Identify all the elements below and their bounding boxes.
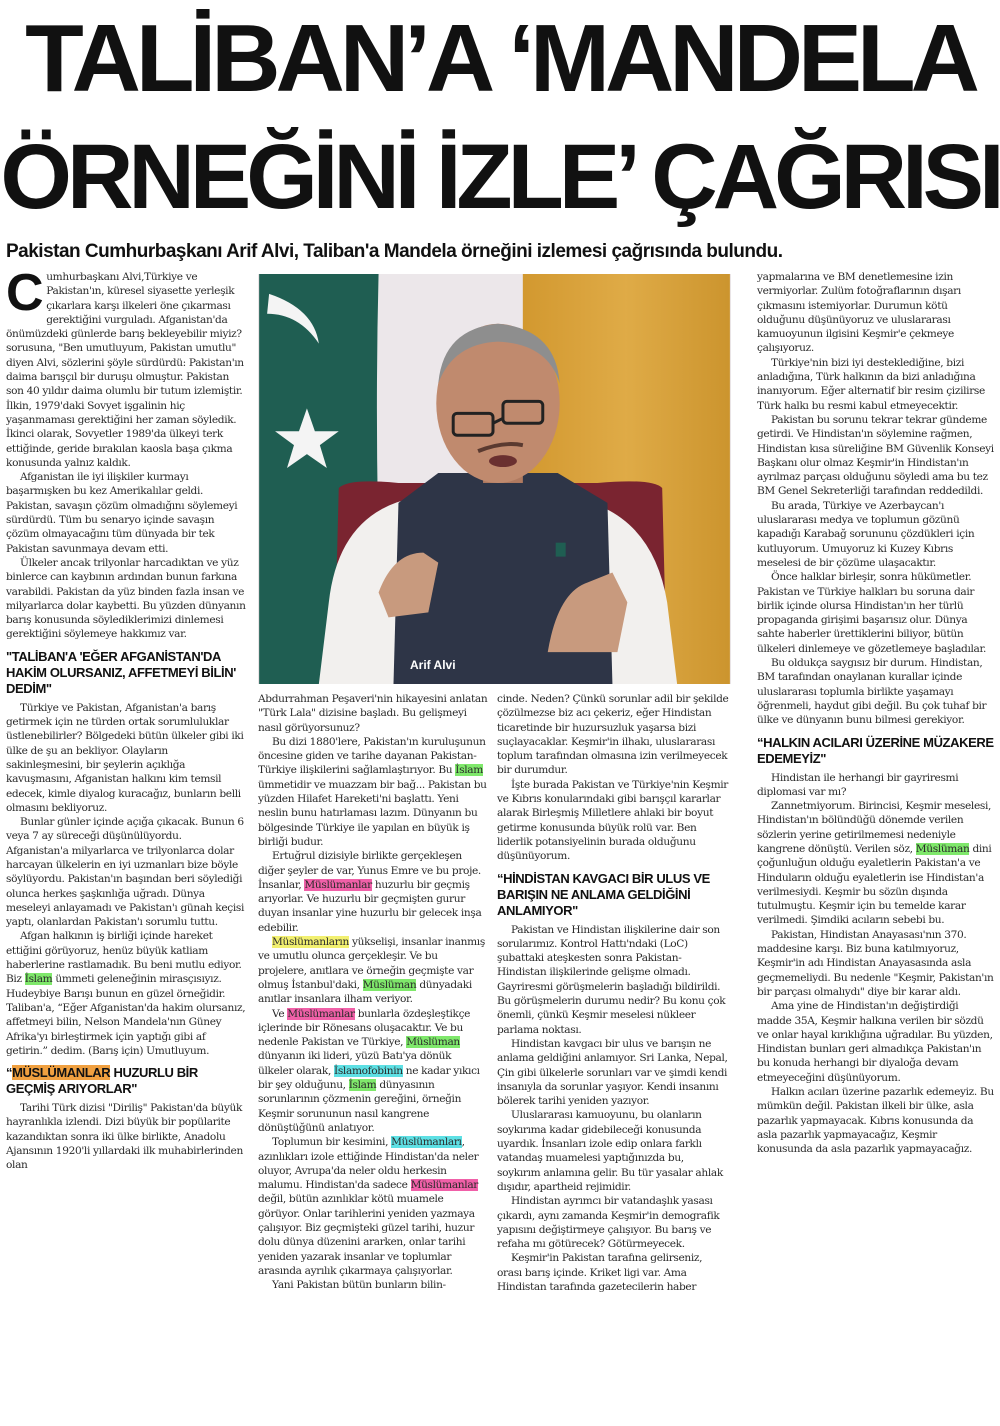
flag-pin-icon — [556, 543, 566, 557]
highlight-yellow: Müslümanların — [272, 936, 349, 949]
paragraph — [6, 929, 246, 1058]
paragraph: Hindistan kavgacı bir ulus ve barışın ne anlama geldiğini anlamıyor. Sri Lanka, Nepal, Çin gibi ülkelerle sorunları var ve şimdi kendi insanıyla da sorunlar yaşıyor. Kendi insanını bölerek tarihi yeniden yazıyor. — [497, 1037, 728, 1108]
paragraph: Türkiye ve Pakistan, Afganistan'a barış getirmek için ne türden ortak sorumluluklar üstlenebilirler? Bölgedeki bütün ülkeler gibi iki ülke de şu an bekliyor. Olayların sakinleşmesini, bir şeylerin açıklığa kavuşmasını, Afganistan halkını kim temsil edecek, kimle diyalog kuracağız, bunların belli olmasını bekliyoruz. — [6, 701, 244, 814]
text: Ve — [272, 1007, 288, 1020]
paragraph — [6, 264, 246, 470]
text: ümmetidir ve muazzam bir bağ... Pakistan bu yüzden Hilafet Hareketi'ni başlattı. Yeni neslin bunu hatırlaması lazım. Dünyanın bu bölgesinde Türkiye ile yapılan en büyük iş birliği budur. — [258, 778, 487, 848]
paragraph: Afganistan ile iyi ilişkiler kurmayı başarmışken bu kez Amerikalılar geldi. Pakistan, savaşın çözüm olmadığını söylemeyi sürdürdü. Tüm bu senaryo içinde savaşın çözüm olmayacağını tüm dünyada bir tek Pakistan savunmaya devam etti. — [6, 471, 238, 555]
text: dini çoğunluğun olduğu eyaletlerin Pakistan'a ve Hinduların olduğu eyaletlerin ise Hindistan'a verilmesiydi. Keşmir bu sözün dışında tutulmuştu. Keşmir için bu temelde karar verilmedi. Şimdiki acıların sebebi bu. — [757, 842, 992, 927]
text: ne kadar yıkıcı bir şey olduğunu, — [258, 1064, 480, 1092]
paragraph-text: umhurbaşkanı Alvi,Türkiye ve Pakistan'ın, küresel siyasette yerleşik çıkarlara karşı ilkeleri öne çıkarması gerektiğini vurguladı. Afganistan'da önümüzdeki günlerde barış bekleyebilir miyiz? sorusuna, "Ben umutluyum, Pakistan umutlu" diyen Alvi, sözlerini şöyle sürdürdü: Pakistan'ın daima barışçıl bir duruşu olmuştur. Pakistan son 40 yıldır daima olumlu bir tutum izlemiştir. İlkin, 1979'daki Sovyet işgalinin hiç yaşanmaması gerektiğini her zaman söyledik. İkinci olarak, Sovyetler 1989'da ülkeyi terk ettiğinde, geride bırakılan kaosla başa çıkma konusunda yalnız kaldık. — [6, 271, 244, 469]
text: HUZURLU BİR GEÇMİŞ ARIYORLAR" — [6, 1065, 198, 1097]
section-heading: “HALKIN ACILARI ÜZERİNE MÜZAKERE EDEMEYİZ" — [757, 734, 994, 766]
highlight-pink: Müslümanlar — [304, 878, 372, 891]
paragraph: Pakistan, Hindistan Anayasası'nın 370. maddesine karşı. Biz buna katılmıyoruz, Keşmir'in adı Hindistan Anayasasında asla geçmemeliydi. Bu nedenle "Keşmir, Pakistan'ın bir parçası olmalıydı" diye bir karar aldı. — [757, 928, 994, 998]
paragraph: Pakistan bu sorunu tekrar tekrar gündeme getirdi. Ve Hindistan'ın söylemine rağmen, Hindistan kısa süreliğine BM Güvenlik Konseyi Başkanı olur olmaz Keşmir'in Hindistan'ın ayrılmaz parçası olduğunu söyledi ama bu tez BM Genel Sekreterliği tarafından reddedildi. — [757, 413, 994, 498]
photo-arif-alvi — [258, 274, 731, 684]
paragraph — [258, 1135, 488, 1278]
paragraph — [258, 1007, 488, 1136]
paragraph: Bu arada, Türkiye ve Azerbaycan'ı uluslararası medya ve toplumun gözünü kapadığı Karabağ sorununu çözdükleri için kutluyorum. Umuyoruz ki Kuzey Kıbrıs meselesi de bir çözüme ulaşacaktır. — [757, 499, 975, 569]
text: Toplumun bir kesimini, — [272, 1136, 392, 1149]
highlight-pink: Müslümanlar — [287, 1007, 355, 1020]
paragraph: Bu oldukça saygısız bir durum. Hindistan, BM tarafından onaylanan kurallar içinde uluslararası toplumla birlikte yaşamayı öğrenmeli, haydut gibi değil. Bu çok tuhaf bir ülke ve dünyanın bunu bilmesi gerekiyor. — [757, 657, 987, 727]
text: Ertuğrul dizisiyle birlikte gerçekleşen diğer şeyler de var, Yunus Emre ve bu proje. İnsanlar, — [258, 850, 481, 891]
paragraph: Keşmir'in Pakistan tarafına gelirseniz, orası barış içinde. Kriket ligi var. Ama Hindistan tarafında gazetecilerin haber — [497, 1252, 703, 1293]
portrait-illustration — [258, 274, 731, 684]
paragraph — [258, 849, 488, 935]
highlight-green: İslam — [455, 764, 483, 777]
paragraph: Tarihi Türk dizisi "Diriliş" Pakistan'da büyük hayranlıkla izlendi. Dizi büyük bir popülarite kazandıktan sonra iki ülke birlikte, Anadolu Ajansının 1920'li yıllardaki ilk muhabirlerinden olan — [6, 1102, 243, 1172]
drop-cap: C — [6, 264, 44, 322]
paragraph: yapmalarına ve BM denetlemesine izin vermiyorlar. Zulüm fotoğraflarının dışarı çıkmasını istemiyorlar. Durumun kötü olduğunu düşünüyoruz ve uluslararası kamuoyunun ilgisini Keşmir'e çekmeye çalışıyoruz. — [757, 271, 961, 355]
paragraph: Türkiye'nin bizi iyi desteklediğine, bizi anladığına, Türk halkının da bizi anladığına inanıyorum. Eğer alternatif bir resim çizilirse Türk halkı bu resmi kabul etmeyecektir. — [757, 356, 985, 412]
article-column-3 — [497, 692, 729, 1294]
mouth — [489, 455, 517, 467]
article-column-1 — [6, 264, 246, 1173]
section-heading: "TALİBAN'A 'EĞER AFGANİSTAN'DA HAKİM OLURSANIZ, AFFETMEYİ BİLİN' DEDİM" — [6, 648, 236, 696]
text: yükselişi, insanlar inanmış ve umutlu olunca gerçekleşir. Ve bu projelere, anıtlara ve örneğin geçmişte var olmuş İstanbul'daki, — [258, 936, 485, 991]
paragraph: Hindistan ile herhangi bir gayriresmi diplomasi var mı? — [757, 771, 959, 798]
highlight-green: İslam — [348, 1079, 377, 1092]
photo-caption: Arif Alvi — [410, 658, 456, 672]
paragraph: Önce halklar birleşir, sonra hükümetler. Pakistan ve Türkiye halkları bu soruna dair birlik içinde olursa Hindistan'ın her türlü propaganda girişimi başarısız olur. Dünya sahte haberler ürettiklerini biliyor, bütün ülkeleri dinlemeye ve gözetlemeye başladılar. — [757, 571, 987, 655]
text: “ — [6, 1065, 13, 1081]
subtitle: Pakistan Cumhurbaşkanı Arif Alvi, Taliban'a Mandela örneğini izlemesi çağrısında bulundu. — [6, 241, 783, 262]
text: dünyanın iki lideri, yüzü Batı'ya dönük ülkeler olarak, — [258, 1050, 452, 1077]
highlight-cyan: Müslümanları — [391, 1136, 462, 1149]
highlight-green: Müslüman — [406, 1036, 460, 1049]
paragraph: İşte burada Pakistan ve Türkiye'nin Keşmir ve Kıbrıs konularındaki gibi barışçıl kararlar alarak Birleşmiş Milletlere ahlaki bir boyut getirme konusunda büyük rolü var. Ben liderlik potansiyelinin burada olduğunu düşünüyorum. — [497, 778, 729, 863]
highlight-green: Müslüman — [915, 842, 970, 855]
text: Bu dizi 1880'lere, Pakistan'ın kuruluşunun öncesine giden ve tarihe dayanan Pakistan-Türkiye ilişkilerini sağlamlaştırıyor. Bu — [258, 735, 486, 777]
text: , azınlıkları izole ettiğinde Hindistan'da neler oluyor, Avrupa'da neler oldu herkesin malumu. Hindistan'da sadece — [258, 1136, 479, 1192]
text: dünyadaki anıtlar insanlara ilham veriyor. — [258, 978, 472, 1006]
paragraph: Yani Pakistan bütün bunların bilin- — [272, 1279, 446, 1292]
section-heading: “HİNDİSTAN KAVGACI BİR ULUS VE BARIŞIN NE ANLAMA GELDİĞİNİ ANLAMIYOR" — [497, 870, 710, 918]
highlight-green: İslam — [24, 973, 53, 986]
paragraph — [757, 799, 994, 928]
highlight-green: Müslüman — [362, 978, 417, 991]
paragraph — [258, 935, 488, 1006]
headline-line-2: ÖRNEĞİNİ İZLE’ ÇAĞRISI — [0, 126, 1000, 228]
paragraph: Hindistan ayrımcı bir vatandaşlık yasası çıkardı, aynı zamanda Keşmir'in demografik yapısını değiştirmeye çalışıyor. Bu barış ve refaha mı götürecek? Götürmeyecek. — [497, 1195, 720, 1251]
text: Afgan halkının iş birliği içinde hareket ettiğini görüyoruz, henüz büyük katliam haberlerine rastlamadık. Bu beni mutlu ediyor. Biz — [6, 930, 242, 986]
highlight-orange: MÜSLÜMANLAR — [12, 1065, 111, 1081]
article-column-4 — [757, 270, 994, 1157]
paragraph: Abdurrahman Peşaveri'nin hikayesini anlatan "Türk Lala" dizisine başladı. Bu gelişmeyi nasıl görüyorsunuz? — [258, 693, 488, 734]
text: bunlarla özdeşleştikçe içlerinde bir Rönesans oluşacaktır. Ve bu nedenle Pakistan ve Türkiye, — [258, 1007, 471, 1049]
text: Zannetmiyorum. Birincisi, Keşmir meselesi, Hindistan'ın bölündüğü dönemde verilen sözlerin yerine getirilmemesi nedeniyle kangrene dönüştü. Verilen söz, — [757, 800, 992, 855]
text: değil, bütün azınlıklar kötü muamele görüyor. Onlar tarihlerini yeniden yazmaya çalışıyor. Biz geçmişteki güzel tarihi, huzur dolu dünya düzenini ararken, onlar tarihi yeniden yazarak insanlar ve toplumlar arasında ayrılık çıkarmaya çalışıyorlar. — [258, 1193, 475, 1277]
paragraph: Ama yine de Hindistan'ın değiştirdiği madde 35A, Keşmir halkına verilen bir sözdü ve onlar hayal kırıklığına uğradılar. Bu yüzden, Hindistan bunları geri almadıkça Pakistan'ın bu konuda herhangi bir diyaloğa devam etmeyeceğini düşünüyorum. — [757, 1000, 993, 1084]
highlight-pink: Müslümanlar — [410, 1179, 478, 1192]
paragraph: Halkın acıları üzerine pazarlık edemeyiz. Bu mümkün değil. Pakistan ilkeli bir ülke, asla pazarlık yapmayacak. Kıbrıs konusunda da asla pazarlık yapmayacağız, Keşmir konusunda da asla pazarlık yapmayacağız. — [757, 1086, 994, 1156]
paragraph: cinde. Neden? Çünkü sorunlar adil bir şekilde çözülmezse biz acı çekeriz, eğer Hindistan ticaretinde bir huzursuzluk yaşarsa bizi suçlayacaklar. Keşmir'in ilhakı, uluslararası toplum tarafından olmasına izin verilmeyecek bir durumdur. — [497, 693, 729, 777]
text: ümmeti geleneğinin mirasçısıyız. Hudeybiye Barışı bunun en güzel örneğidir. Taliban'a, “Eğer Afganistan'da hakim olursanız, affetmeyi bilin, Nelson Mandela'nın Güney Afrika'yı birleştirmek için yaptığı gibi af getirin.” dedim. (Barış için) Umutluyum. — [6, 973, 246, 1057]
section-heading — [6, 1065, 246, 1097]
paragraph: Pakistan ve Hindistan ilişkilerine dair son sorularımız. Kontrol Hattı'ndaki (LoC) şubattaki ateşkesten sonra Pakistan-Hindistan ilişkilerinde gelişme olmadı. Gayriresmi görüşmelerin başladığı bildirildi. Bu görüşmelerin durumu nedir? Bu konu çok önemli, çünkü Keşmir meselesi nükleer parlama noktası. — [497, 923, 726, 1036]
paragraph: Ülkeler ancak trilyonlar harcadıktan ve yüz binlerce can kaybının ardından bunun farkına varabildi. Pakistan da yüz binden fazla insan ve milyarlarca dolar kaybetti. Bu yüzden dünyanın barış konusunda söylediklerimizi dinlemesi gerektiğini söylemeye hakkımız var. — [6, 556, 246, 641]
paragraph: Uluslararası kamuoyunu, bu olanların soykırıma kadar gidebileceği konusunda uyardık. İnsanları izole edip onlara farklı vatandaş muamelesi yaptığınızda bu, soykırım anlamına gelir. Bu tür yasalar ahlak dışıdır, apartheid rejimidir. — [497, 1109, 723, 1193]
headline-line-1: TALİBAN’A ‘MANDELA — [25, 5, 975, 112]
article-body — [0, 264, 1000, 1294]
paragraph: Bunlar günler içinde açığa çıkacak. Bunun 6 veya 7 ay süreceği düşünülüyordu. Afganistan'a milyarlarca ve trilyonlarca dolar harcayan ülkelerin en iyi uzmanları bize böyle söylüyordu. Pakistan'ın başından beri söylediği olunca herkes şaşkınlığa uğradı. Dünya meseleyi anlayamadı ve Pakistan'ı günah keçisi yaptı, olanlardan Pakistan'ı sorumlu tuttu. — [6, 816, 245, 929]
highlight-cyan: İslamofobinin — [334, 1064, 403, 1077]
paragraph — [258, 735, 488, 849]
article-column-2 — [258, 692, 488, 1292]
text: dünyasının sorunlarının çözmenin gereğini, örneğin Keşmir sorununun nasıl kangrene dönüştüğünü anlatıyor. — [258, 1079, 462, 1134]
text: huzurlu bir geçmiş arıyorlar. Ve huzurlu bir geçmişten gurur duyan insanlar yine huzurlu bir gelecek inşa edebilir. — [258, 878, 482, 934]
